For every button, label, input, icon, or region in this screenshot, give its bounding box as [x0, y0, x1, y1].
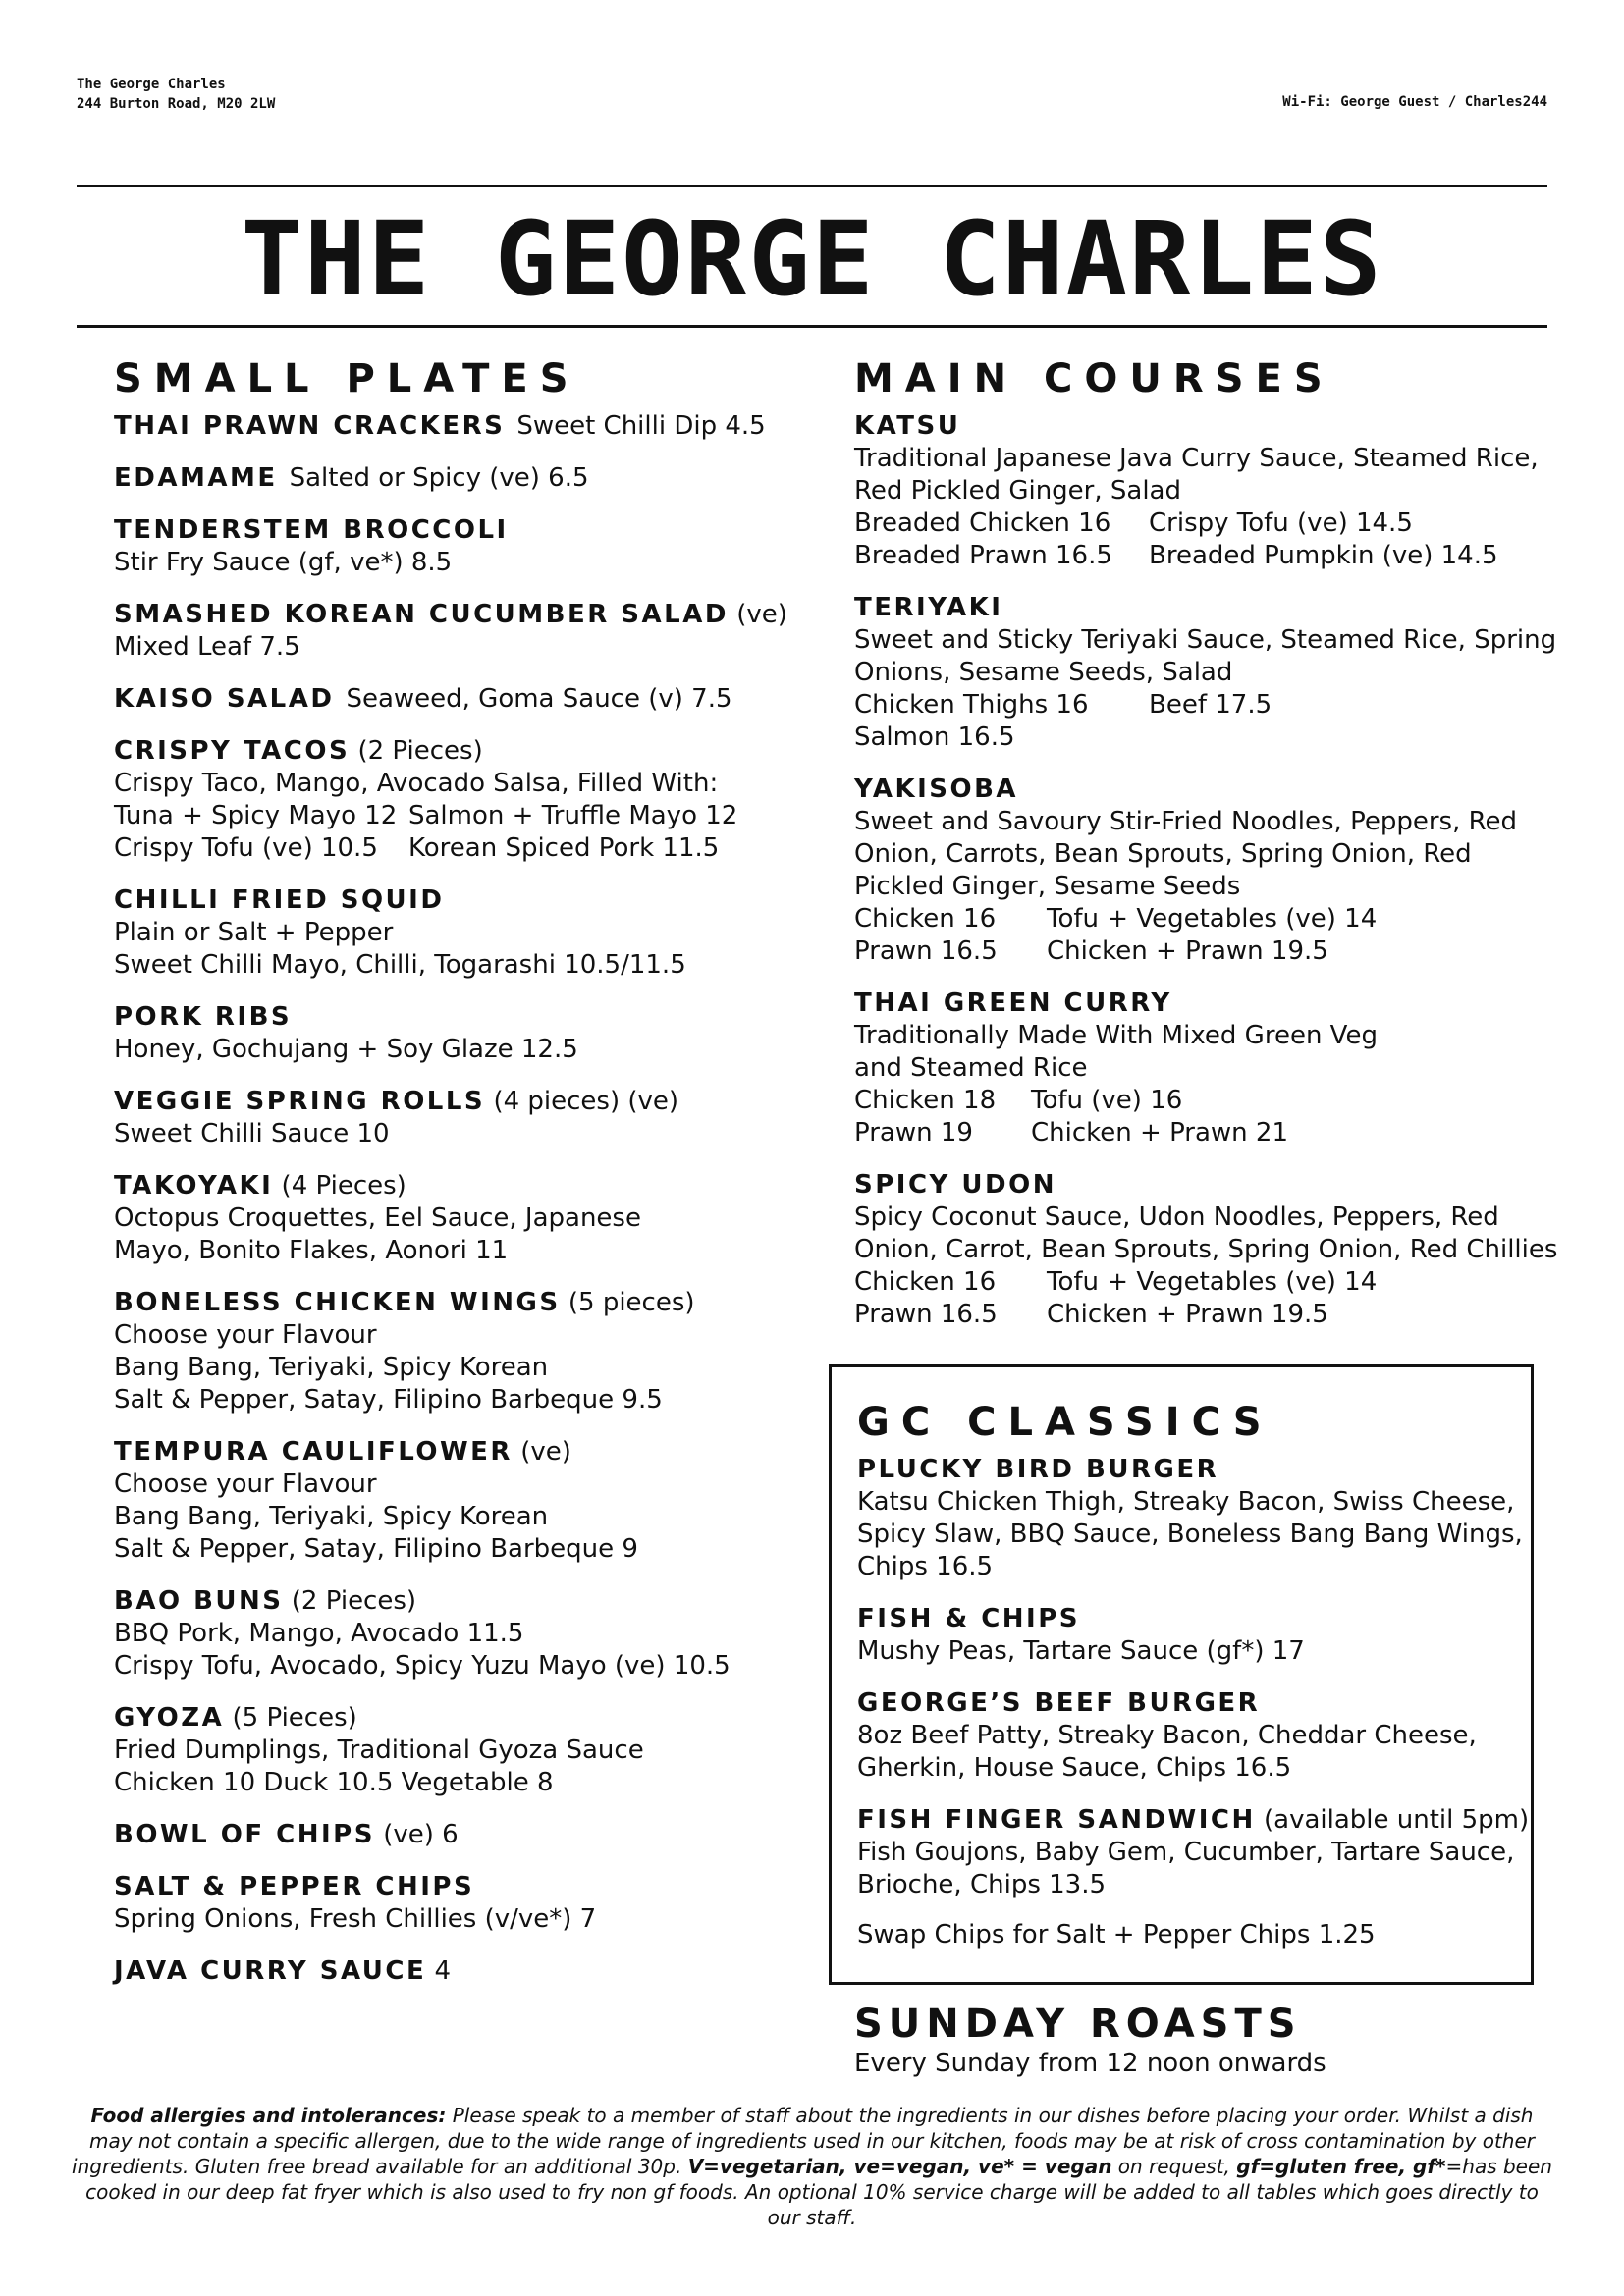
menu-item-name: BOWL OF CHIPS: [114, 1820, 375, 1849]
menu-item-price-row: [854, 540, 1522, 572]
menu-item-description-line: Traditionally Made With Mixed Green Veg: [854, 1021, 1378, 1050]
menu-item: [114, 884, 831, 982]
small-plates-section: [114, 355, 831, 2007]
menu-item-heading: [114, 1287, 831, 1319]
menu-item-heading: [857, 1454, 1515, 1486]
menu-item-price-option: Chicken 16: [854, 904, 997, 934]
menu-item-description-line: Choose your Flavour: [114, 1469, 377, 1499]
menu-item-price-option: Tuna + Spicy Mayo 12: [114, 801, 398, 830]
gc-classics-box: [829, 1364, 1534, 1985]
menu-item-heading: [854, 410, 1522, 443]
menu-item-description-line: Sweet and Sticky Teriyaki Sauce, Steamed Rice, Spring: [854, 625, 1557, 655]
menu-item-description-line: Mixed Leaf 7.5: [114, 632, 300, 662]
venue-name: The George Charles: [77, 77, 226, 92]
menu-item-description-line: Salt & Pepper, Satay, Filipino Barbeque 9.5: [114, 1385, 663, 1415]
menu-item: [114, 462, 831, 495]
menu-item-price-option: Chicken + Prawn 19.5: [1047, 1300, 1328, 1329]
menu-item-price-row: [854, 1085, 1522, 1117]
gc-classics-list: [857, 1454, 1530, 1901]
menu-item-price-row: [854, 1117, 1522, 1149]
menu-item-price-row: [114, 800, 831, 832]
menu-item-description-line: Fried Dumplings, Traditional Gyoza Sauce: [114, 1735, 644, 1765]
menu-item-description-line: Octopus Croquettes, Eel Sauce, Japanese: [114, 1203, 641, 1233]
menu-item-description-line: Sweet Chilli Mayo, Chilli, Togarashi 10.5/11.5: [114, 950, 686, 980]
menu-item-description-line: Fish Goujons, Baby Gem, Cucumber, Tartare Sauce,: [857, 1838, 1515, 1867]
menu-item: [854, 592, 1557, 754]
menu-item-price-row: [114, 832, 831, 865]
menu-item-heading: [857, 1687, 1515, 1720]
menu-item-description-line: Spring Onions, Fresh Chillies (v/ve*) 7: [114, 1904, 597, 1934]
menu-item-price-option: Crispy Tofu (ve) 10.5: [114, 833, 378, 863]
menu-item-heading: [114, 1436, 831, 1468]
menu-item-heading: [114, 1871, 831, 1903]
menu-item-name: FISH FINGER SANDWICH: [857, 1805, 1256, 1835]
menu-item-heading: [114, 514, 831, 547]
menu-item: [114, 735, 831, 865]
menu-item-note: (4 Pieces): [281, 1171, 406, 1201]
menu-item-note: (ve) 6: [383, 1820, 459, 1849]
menu-item-description-line: Pickled Ginger, Sesame Seeds: [854, 872, 1241, 901]
menu-item-name: SALT & PEPPER CHIPS: [114, 1872, 475, 1901]
menu-item-price-row: [854, 507, 1522, 540]
menu-item-price-option: Beef 17.5: [1149, 690, 1272, 720]
allergy-footer: [69, 2103, 1555, 2230]
menu-item-description-line: Onion, Carrot, Bean Sprouts, Spring Onion, Red Chillies: [854, 1235, 1558, 1264]
menu-item: [857, 1687, 1515, 1785]
menu-item-price-option: Salmon + Truffle Mayo 12: [408, 801, 738, 830]
menu-item-name: BONELESS CHICKEN WINGS: [114, 1288, 561, 1317]
menu-item-description-line: Mayo, Bonito Flakes, Aonori 11: [114, 1236, 509, 1265]
menu-item-description-line: and Steamed Rice: [854, 1053, 1088, 1083]
top-rule: [77, 185, 1547, 187]
menu-item: [114, 1287, 831, 1416]
menu-item-name: SPICY UDON: [854, 1170, 1056, 1200]
menu-item-description-line: Sweet Chilli Sauce 10: [114, 1119, 390, 1148]
menu-item-description-line: Stir Fry Sauce (gf, ve*) 8.5: [114, 548, 453, 577]
menu-item-description: Seaweed, Goma Sauce (v) 7.5: [346, 684, 732, 714]
menu-item: [114, 599, 831, 664]
menu-item-heading: [114, 1086, 831, 1118]
menu-item-name: TAKOYAKI: [114, 1171, 274, 1201]
small-plates-list: [114, 410, 831, 1988]
menu-item: [114, 1170, 831, 1267]
menu-item-name: JAVA CURRY SAUCE: [114, 1956, 427, 1986]
menu-item-price-option: Chicken 18: [854, 1086, 997, 1115]
menu-item-heading: [114, 884, 831, 917]
footer-text-2: on request,: [1111, 2155, 1237, 2178]
menu-item-description-line: Onions, Sesame Seeds, Salad: [854, 658, 1233, 687]
menu-item-description-line: BBQ Pork, Mango, Avocado 11.5: [114, 1619, 524, 1648]
menu-item-price-row: [854, 1299, 1522, 1331]
venue-address: 244 Burton Road, M20 2LW: [77, 96, 276, 112]
menu-item: [854, 410, 1539, 572]
wifi-info: Wi-Fi: George Guest / Charles244: [1282, 94, 1547, 110]
menu-item-note: (2 Pieces): [357, 736, 483, 766]
menu-item: [114, 410, 831, 443]
menu-item-heading: [114, 1001, 831, 1034]
menu-item-name: GYOZA: [114, 1703, 225, 1733]
menu-item-price-row: [854, 689, 1522, 721]
menu-item-description: Salted or Spicy (ve) 6.5: [289, 463, 589, 493]
menu-item-heading: [854, 592, 1522, 624]
menu-item-name: FISH & CHIPS: [857, 1604, 1080, 1633]
menu-item-heading: [114, 1702, 831, 1735]
menu-item-heading: [857, 1603, 1515, 1635]
menu-item-note: (5 Pieces): [232, 1703, 357, 1733]
menu-item-note: 4: [434, 1956, 452, 1986]
sunday-roasts-section: [854, 2001, 1522, 2080]
menu-item-price-option: Chicken + Prawn 19.5: [1047, 936, 1328, 966]
menu-item: [114, 1955, 831, 1988]
menu-item-heading: [114, 683, 831, 716]
menu-item-price-row: [854, 1266, 1522, 1299]
footer-text-3: =has been cooked in our deep fat fryer which is also used to fry non gf foods. An optional 10% service charge will be added to all tables which goes directly to our staff.: [85, 2155, 1552, 2229]
menu-item: [854, 988, 1522, 1149]
menu-item-note: (ve): [736, 600, 787, 629]
menu-item-price-option: Chicken 16: [854, 1267, 997, 1297]
menu-item-price-option: Tofu + Vegetables (ve) 14: [1047, 904, 1378, 934]
menu-item-description-line: Brioche, Chips 13.5: [857, 1870, 1107, 1899]
menu-item-heading: [114, 1170, 831, 1202]
menu-item-heading: [854, 774, 1522, 806]
menu-item-heading: [114, 1585, 831, 1618]
menu-item-name: KAISO SALAD: [114, 684, 335, 714]
menu-item: [857, 1603, 1515, 1668]
menu-item-price-option: Korean Spiced Pork 11.5: [408, 833, 720, 863]
footer-label: Food allergies and intolerances:: [90, 2104, 447, 2127]
menu-item-description-line: Onion, Carrots, Bean Sprouts, Spring Onion, Red: [854, 839, 1472, 869]
menu-item-note: (2 Pieces): [291, 1586, 417, 1616]
menu-item-name: THAI PRAWN CRACKERS: [114, 411, 506, 441]
main-courses-section: [854, 355, 1558, 1351]
menu-item-name: VEGGIE SPRING ROLLS: [114, 1087, 486, 1116]
sunday-roasts-subtitle: Every Sunday from 12 noon onwards: [854, 2049, 1326, 2078]
menu-item-description-line: Salt & Pepper, Satay, Filipino Barbeque 9: [114, 1534, 638, 1564]
menu-item-price-option: Prawn 19: [854, 1118, 973, 1148]
menu-item: [114, 1702, 831, 1799]
footer-legend: V=vegetarian, ve=vegan, ve* = vegan: [687, 2155, 1112, 2178]
menu-item-heading: [114, 1819, 831, 1851]
menu-item-price-option: Prawn 16.5: [854, 1300, 998, 1329]
menu-item-description-line: Spicy Slaw, BBQ Sauce, Boneless Bang Bang Wings,: [857, 1520, 1523, 1549]
menu-item-heading: [114, 735, 831, 768]
menu-item: [114, 1585, 831, 1682]
menu-item-description-line: 8oz Beef Patty, Streaky Bacon, Cheddar Cheese,: [857, 1721, 1477, 1750]
menu-item-price-option: Tofu + Vegetables (ve) 14: [1047, 1267, 1378, 1297]
menu-item-name: TERIYAKI: [854, 593, 1003, 622]
gc-classics-title: GC CLASSICS: [857, 1400, 1273, 1445]
menu-item-heading: [857, 1804, 1530, 1837]
menu-item-description-line: Katsu Chicken Thigh, Streaky Bacon, Swiss Cheese,: [857, 1487, 1515, 1517]
menu-item-description-line: Chicken 10 Duck 10.5 Vegetable 8: [114, 1768, 554, 1797]
menu-item-description-line: Chips 16.5: [857, 1552, 994, 1581]
menu-item-description-line: Bang Bang, Teriyaki, Spicy Korean: [114, 1353, 549, 1382]
menu-item-price-option: Tofu (ve) 16: [1031, 1086, 1183, 1115]
menu-item-price-option: Breaded Chicken 16: [854, 508, 1111, 538]
menu-item-name: GEORGE’S BEEF BURGER: [857, 1688, 1261, 1718]
menu-item: [854, 774, 1522, 968]
menu-item-price-option: Salmon 16.5: [854, 722, 1015, 752]
footer-gf: gf=gluten free, gf*: [1236, 2155, 1446, 2178]
menu-item-price-option: Chicken Thighs 16: [854, 690, 1089, 720]
menu-item-heading: [854, 988, 1522, 1020]
menu-item-price-option: Breaded Prawn 16.5: [854, 541, 1112, 570]
menu-item-heading: [114, 410, 831, 443]
menu-item-note: (ve): [520, 1437, 571, 1467]
menu-item-name: THAI GREEN CURRY: [854, 988, 1172, 1018]
menu-item: [854, 1169, 1558, 1331]
footer-text-1: Please speak to a member of staff about the ingredients in our dishes before placing your order. Whilst a dish may not contain a specific allergen, due to the wide range of ingredients used in our kitchen, foods may be at risk of cross contamination by other ingredients. Gluten free bread available for an additional 30p.: [72, 2104, 1535, 2178]
title-bottom-rule: [77, 325, 1547, 328]
menu-item: [114, 1436, 831, 1566]
menu-item-name: SMASHED KOREAN CUCUMBER SALAD: [114, 600, 729, 629]
menu-item-price-option: Chicken + Prawn 21: [1031, 1118, 1289, 1148]
menu-item-description-line: Red Pickled Ginger, Salad: [854, 476, 1181, 506]
menu-item-description-line: Plain or Salt + Pepper: [114, 918, 394, 947]
menu-item-price-row: [854, 721, 1522, 754]
menu-item: [857, 1454, 1523, 1583]
menu-item-description-line: Bang Bang, Teriyaki, Spicy Korean: [114, 1502, 549, 1531]
sunday-roasts-title: SUNDAY ROASTS: [854, 2002, 1302, 2047]
menu-item-price-row: [854, 903, 1522, 935]
menu-item-name: KATSU: [854, 411, 961, 441]
menu-item: [114, 1819, 831, 1851]
menu-item-name: BAO BUNS: [114, 1586, 284, 1616]
menu-item-heading: [114, 462, 831, 495]
menu-item-description-line: Choose your Flavour: [114, 1320, 377, 1350]
menu-item-description-line: Spicy Coconut Sauce, Udon Noodles, Peppers, Red: [854, 1202, 1499, 1232]
menu-item-name: CHILLI FRIED SQUID: [114, 885, 445, 915]
menu-item-price-option: Breaded Pumpkin (ve) 14.5: [1149, 541, 1498, 570]
menu-item-description: Sweet Chilli Dip 4.5: [516, 411, 766, 441]
menu-item-note: (4 pieces) (ve): [493, 1087, 679, 1116]
menu-item-price-option: Crispy Tofu (ve) 14.5: [1149, 508, 1413, 538]
menu-item-price-option: Prawn 16.5: [854, 936, 998, 966]
menu-item-name: PORK RIBS: [114, 1002, 293, 1032]
menu-item-name: EDAMAME: [114, 463, 278, 493]
menu-item: [114, 514, 831, 579]
menu-item-heading: [854, 1169, 1522, 1201]
venue-address-block: [77, 75, 275, 114]
menu-item: [114, 1001, 831, 1066]
menu-item-name: TEMPURA CAULIFLOWER: [114, 1437, 513, 1467]
menu-item: [114, 683, 831, 716]
menu-item: [857, 1804, 1530, 1901]
main-courses-list: [854, 410, 1558, 1331]
menu-item-description-line: Gherkin, House Sauce, Chips 16.5: [857, 1753, 1292, 1783]
menu-item-description-line: Honey, Gochujang + Soy Glaze 12.5: [114, 1035, 578, 1064]
menu-item-name: PLUCKY BIRD BURGER: [857, 1455, 1219, 1484]
menu-item-name: TENDERSTEM BROCCOLI: [114, 515, 509, 545]
menu-item: [114, 1086, 831, 1150]
menu-item: [114, 1871, 831, 1936]
menu-item-description-line: Crispy Taco, Mango, Avocado Salsa, Filled With:: [114, 769, 719, 798]
menu-item-name: YAKISOBA: [854, 774, 1019, 804]
menu-item-note: (available until 5pm): [1264, 1805, 1530, 1835]
small-plates-title: SMALL PLATES: [114, 356, 580, 401]
chips-swap-note: Swap Chips for Salt + Pepper Chips 1.25: [857, 1920, 1376, 1949]
menu-item-heading: [114, 1955, 831, 1988]
menu-item-description-line: Crispy Tofu, Avocado, Spicy Yuzu Mayo (ve) 10.5: [114, 1651, 731, 1681]
menu-item-description-line: Mushy Peas, Tartare Sauce (gf*) 17: [857, 1636, 1305, 1666]
main-courses-title: MAIN COURSES: [854, 356, 1334, 401]
menu-item-description-line: Sweet and Savoury Stir-Fried Noodles, Peppers, Red: [854, 807, 1517, 836]
menu-item-description-line: Traditional Japanese Java Curry Sauce, Steamed Rice,: [854, 444, 1539, 473]
menu-item-heading: [114, 599, 831, 631]
menu-title: THE GEORGE CHARLES: [241, 199, 1383, 319]
menu-item-note: (5 pieces): [568, 1288, 695, 1317]
menu-item-name: CRISPY TACOS: [114, 736, 351, 766]
menu-item-price-row: [854, 935, 1522, 968]
